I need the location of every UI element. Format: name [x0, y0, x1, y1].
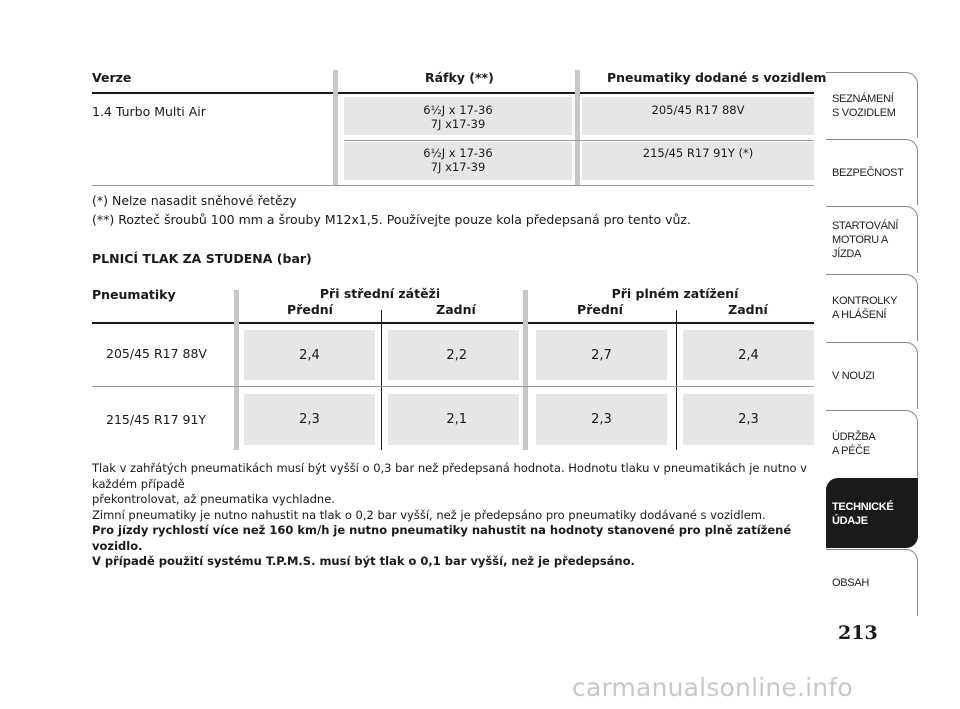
sidebar-tab-udrzba[interactable] — [826, 410, 918, 477]
subheader-front: Přední — [287, 302, 333, 317]
section-title: PLNICÍ TLAK ZA STUDENA (bar) — [92, 251, 312, 266]
sidebar-tab-v-nouzi[interactable] — [826, 342, 918, 409]
rim-size: 6½J x 17-36 — [423, 103, 493, 117]
row-divider — [344, 140, 814, 141]
pressure-medium-rear: 2,2 — [388, 330, 519, 380]
note-line-bold: V případě použití systému T.P.M.S. musí být tlak o 0,1 bar vyšší, než je předepsáno. — [92, 554, 635, 568]
pressure-medium-front: 2,4 — [244, 330, 375, 380]
tab-label: SEZNÁMENÍ — [832, 92, 894, 105]
subheader-rear: Zadní — [436, 302, 476, 317]
subheader-rear: Zadní — [728, 302, 768, 317]
sidebar-tab-bezpecnost[interactable] — [826, 139, 918, 205]
note-line: Zimní pneumatiky je nutno nahustit na tlak o 0,2 bar vyšší, než je předepsáno pro pneumatiky dodávané s vozidlem. — [92, 507, 766, 522]
rim-size: 6½J x 17-36 — [423, 146, 493, 160]
column-separator-thin — [381, 310, 382, 450]
tyre-value: 205/45 R17 88V — [651, 103, 745, 117]
column-separator — [523, 290, 528, 450]
note-line-bold: Pro jízdy rychlostí více než 160 km/h je nutno pneumatiky nahustit na hodnoty stanovené pro plně zatížené vozidlo. — [92, 523, 792, 553]
pressure-medium-rear: 2,1 — [388, 394, 519, 445]
tab-label: OBSAH — [832, 577, 870, 589]
group-header-medium-load: Při střední zátěži — [319, 286, 441, 301]
pressure-full-front: 2,7 — [536, 330, 667, 380]
tab-label: TECHNICKÉ — [832, 500, 894, 513]
tab-label: A HLÁŠENÍ — [832, 309, 887, 321]
watermark: carmanualsonline.info — [572, 673, 853, 702]
tab-label: MOTORU A JÍZDA — [832, 234, 888, 260]
col-header-rafky: Ráfky (**) — [425, 70, 494, 85]
tab-label: ÚDRŽBA — [832, 431, 876, 443]
footnote-2: (**) Rozteč šroubů 100 mm a šrouby M12x1,5. Používejte pouze kola předepsaná pro tento vůz. — [92, 212, 691, 227]
rim-size: 7J x17-39 — [430, 160, 486, 174]
table-bottom-rule — [92, 185, 814, 186]
tyre-size: 205/45 R17 88V — [106, 346, 207, 361]
notes-block — [92, 461, 817, 570]
tab-label: BEZPEČNOST — [832, 166, 904, 179]
col-header-pneumatiky: Pneumatiky dodané s vozidlem — [607, 70, 827, 85]
subheader-front: Přední — [577, 302, 623, 317]
column-separator — [333, 70, 338, 185]
tyre-value: 215/45 R17 91Y (*) — [642, 146, 754, 160]
model-name: 1.4 Turbo Multi Air — [92, 104, 206, 119]
sidebar-tab-kontrolky[interactable] — [826, 274, 918, 341]
group-header-full-load: Při plném zatížení — [611, 286, 739, 301]
note-line: Tlak v zahřátých pneumatikách musí být vyšší o 0,3 bar než předepsaná hodnota. Hodnotu tlaku v pneumatikách je nutno v každém případě — [92, 461, 807, 491]
pressure-full-rear: 2,3 — [683, 394, 814, 445]
tab-label: A PÉČE — [832, 445, 870, 457]
col-header-pneumatiky: Pneumatiky — [92, 287, 176, 302]
tab-label: STARTOVÁNÍ — [832, 220, 899, 232]
pressure-full-rear: 2,4 — [683, 330, 814, 380]
rim-value — [344, 103, 572, 131]
tab-label: V NOUZI — [832, 370, 875, 382]
footnote-1: (*) Nelze nasadit sněhové řetězy — [92, 193, 297, 208]
row-divider — [92, 386, 814, 387]
sidebar-tab-seznameni[interactable] — [826, 72, 918, 138]
pressure-medium-front: 2,3 — [244, 394, 375, 445]
header-rule — [92, 92, 814, 94]
header-rule — [92, 322, 814, 324]
tab-label: KONTROLKY — [832, 295, 898, 307]
rim-size: 7J x17-39 — [430, 117, 486, 131]
tab-label: S VOZIDLEM — [832, 106, 896, 119]
rim-value — [344, 146, 572, 174]
col-header-verze: Verze — [92, 70, 132, 85]
column-separator — [234, 290, 239, 450]
column-separator-thin — [676, 310, 677, 450]
pressure-full-front: 2,3 — [536, 394, 667, 445]
tab-label: ÚDAJE — [832, 514, 868, 527]
sidebar-tab-startovani[interactable] — [826, 206, 918, 273]
page-number: 213 — [838, 622, 878, 644]
sidebar-tab-technicke-udaje[interactable] — [826, 478, 918, 548]
tyre-size: 215/45 R17 91Y — [106, 412, 207, 427]
column-separator — [575, 70, 580, 185]
note-line: překontrolovat, až pneumatika vychladne. — [92, 492, 335, 506]
sidebar-tab-obsah[interactable] — [826, 549, 918, 616]
